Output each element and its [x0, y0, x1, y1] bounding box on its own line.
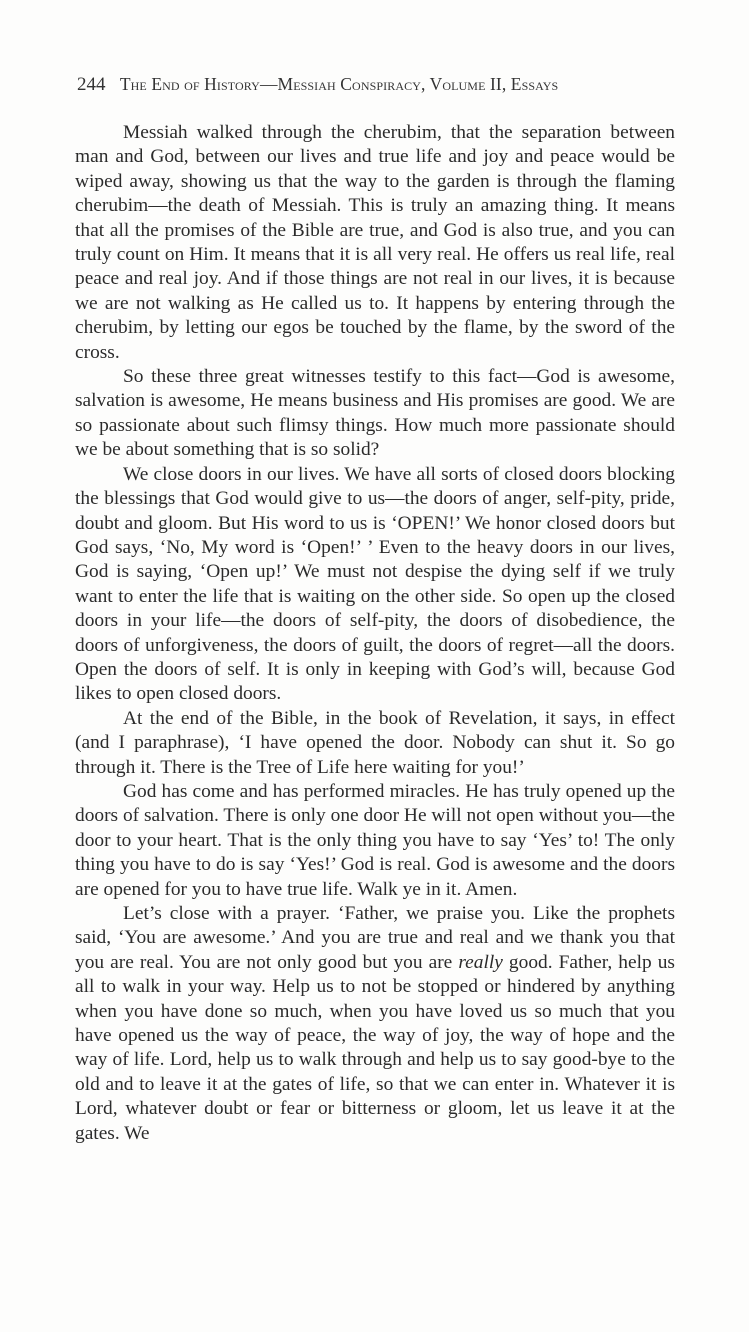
paragraph-three-witnesses: So these three great witnesses testify to this fact—God is awesome, salvation is awesome, He means business and His promises are good. We are so passionate about such flimsy things. How much more passionate should we be about something that is so solid?: [75, 366, 675, 461]
paragraph-closed-doors: We close doors in our lives. We have all sorts of closed doors blocking the blessings that God would give to us—the doors of anger, self-pity, pride, doubt and gloom. But His word to us is ‘OPEN!’ We honor closed doors but God says, ‘No, My word is ‘Open!’ ’ Even to the heavy doors in our lives, God is saying, ‘Open up!’ We must not despise the dying self if we truly want to enter the life that is waiting on the other side. So open up the closed doors in your life—the doors of self-pity, the doors of disobedience, the doors of unforgiveness, the doors of guilt, the doors of regret—all the doors. Open the doors of self. It is only in keeping with God’s will, because God likes to open closed doors.: [75, 463, 675, 705]
running-title: The End of History—Messiah Conspiracy, Volume II, Essays: [119, 74, 559, 94]
prayer-text-end: good. Father, help us all to walk in your way. Help us to not be stopped or hindered by anything when you have done so much, when you have loved us so much that you have opened us the way of peace, the way of joy, the way of hope and the way of life. Lord, help us to walk through and help us to say good-bye to the old and to leave it at the gates of life, so that we can enter in. Whatever it is Lord, whatever doubt or fear or bitterness or gloom, let us leave it at the gates. We: [75, 951, 675, 1144]
prayer-text-start: Let’s close with a prayer. ‘Father, we praise you. Like the prophets said, ‘You are awesome.’ And you are true and real and we thank you that you are real. You are not only good but you are: [75, 903, 675, 973]
page-number: 244: [77, 74, 106, 95]
body-text: [75, 121, 675, 1146]
paragraph-door-to-heart: God has come and has performed miracles. He has truly opened up the doors of salvation. There is only one door He will not open without you—the door to your heart. That is the only thing you have to say ‘Yes’ to! The only thing you have to do is say ‘Yes!’ God is real. God is awesome and the doors are opened for you to have true life. Walk ye in it. Amen.: [75, 780, 675, 900]
paragraph-prayer: [75, 902, 675, 1146]
prayer-emphasis: really: [458, 951, 503, 973]
paragraph-revelation: At the end of the Bible, in the book of Revelation, it says, in effect (and I paraphrase), ‘I have opened the door. Nobody can shut it. So go through it. There is the Tree of Life here waiting for you!’: [75, 707, 675, 778]
running-head: [77, 72, 677, 97]
paragraph-messiah-cherubim: Messiah walked through the cherubim, that the separation between man and God, between our lives and true life and joy and peace would be wiped away, showing us that the way to the garden is through the flaming cherubim—the death of Messiah. This is truly an amazing thing. It means that all the promises of the Bible are true, and God is also true, and you can truly count on Him. It means that it is all very real. He offers us real life, real peace and real joy. And if those things are not real in our lives, it is because we are not walking as He called us to. It happens by entering through the cherubim, by letting our egos be touched by the flame, by the sword of the cross.: [75, 122, 675, 363]
